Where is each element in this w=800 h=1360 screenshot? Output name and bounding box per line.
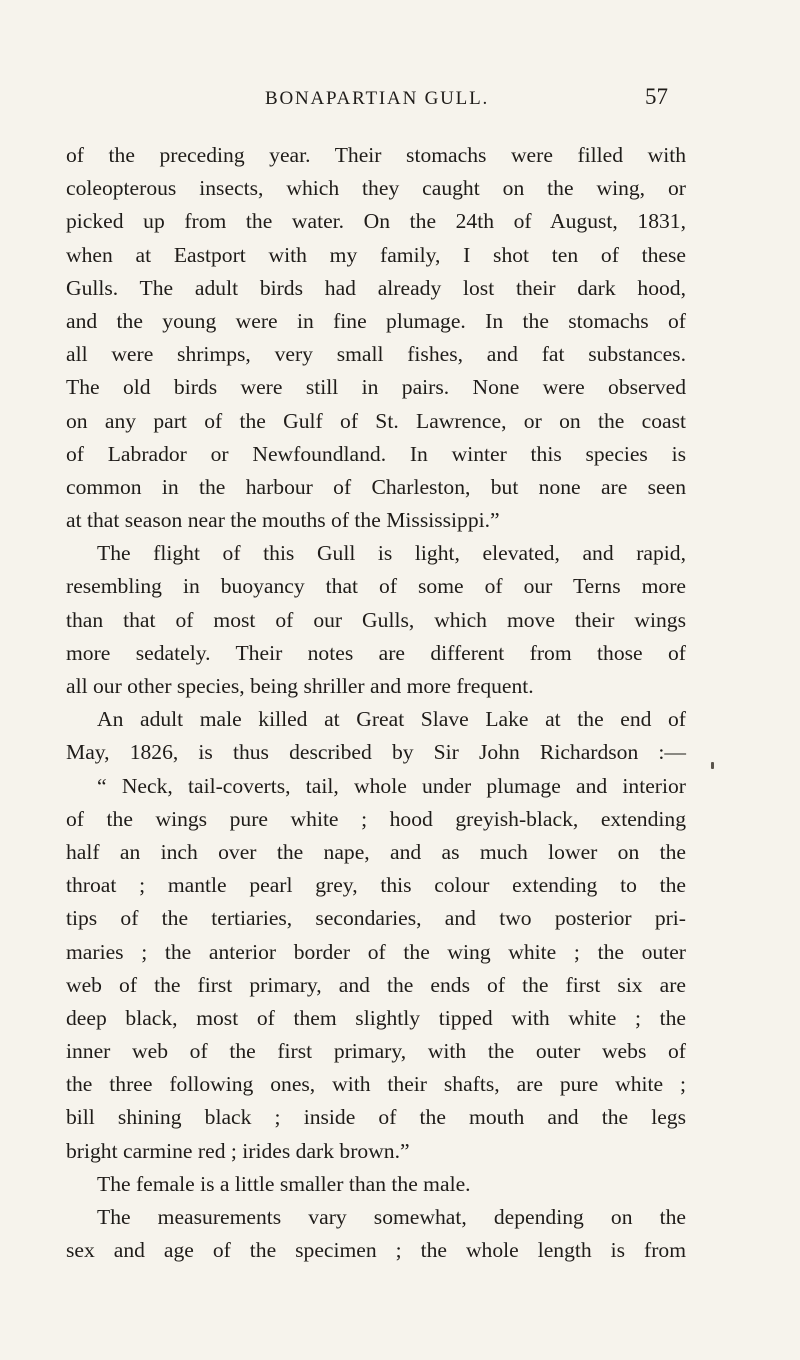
- text-line: Gulls. The adult birds had already lost their dark hood,: [66, 275, 686, 300]
- text-line: and the young were in fine plumage. In the stomachs of: [66, 308, 686, 333]
- text-line: than that of most of our Gulls, which move their wings: [66, 607, 686, 632]
- paragraph-start-line: The measurements vary somewhat, depending on the: [97, 1205, 686, 1229]
- text-line: all were shrimps, very small fishes, and fat substances.: [66, 342, 686, 367]
- text-line: when at Eastport with my family, I shot ten of these: [66, 242, 686, 267]
- text-line: maries ; the anterior border of the wing white ; the outer: [66, 939, 686, 964]
- text-line: half an inch over the nape, and as much lower on the: [66, 839, 686, 864]
- single-line-paragraph: The female is a little smaller than the male.: [97, 1171, 471, 1196]
- text-line: on any part of the Gulf of St. Lawrence, or on the coast: [66, 408, 686, 433]
- margin-speck: [711, 762, 714, 769]
- text-line: more sedately. Their notes are different from those of: [66, 640, 686, 665]
- running-head: [0, 84, 800, 118]
- text-line: resembling in buoyancy that of some of our Terns more: [66, 574, 686, 599]
- text-line: tips of the tertiaries, secondaries, and two posterior pri-: [66, 906, 686, 931]
- text-line: the three following ones, with their shafts, are pure white ;: [66, 1072, 686, 1097]
- page-number: 57: [645, 84, 668, 109]
- paragraph-start-line: An adult male killed at Great Slave Lake at the end of: [97, 707, 686, 732]
- quote-start-line: “ Neck, tail-coverts, tail, whole under plumage and interior: [97, 773, 686, 798]
- text-line: of Labrador or Newfoundland. In winter this species is: [66, 441, 686, 466]
- text-line: deep black, most of them slightly tipped with white ; the: [66, 1005, 686, 1030]
- paragraph-start-line: The flight of this Gull is light, elevated, and rapid,: [97, 541, 686, 566]
- text-line: sex and age of the specimen ; the whole length is from: [66, 1238, 686, 1263]
- text-line: coleopterous insects, which they caught on the wing, or: [66, 176, 686, 201]
- text-line: of the preceding year. Their stomachs were filled with: [66, 143, 686, 167]
- paragraph-end-line: at that season near the mouths of the Mississippi.”: [66, 508, 500, 533]
- text-line: throat ; mantle pearl grey, this colour extending to the: [66, 873, 686, 898]
- paragraph-end-line: all our other species, being shriller and more frequent.: [66, 674, 534, 698]
- text-line: common in the harbour of Charleston, but none are seen: [66, 474, 686, 499]
- text-line: May, 1826, is thus described by Sir John Richardson :—: [66, 740, 686, 765]
- text-line: of the wings pure white ; hood greyish-black, extending: [66, 806, 686, 831]
- text-line: The old birds were still in pairs. None were observed: [66, 375, 686, 400]
- text-line: bill shining black ; inside of the mouth and the legs: [66, 1105, 686, 1130]
- text-line: web of the first primary, and the ends of the first six are: [66, 972, 686, 997]
- running-title: BONAPARTIAN GULL.: [265, 88, 490, 109]
- paragraph-end-line: bright carmine red ; irides dark brown.”: [66, 1138, 410, 1163]
- text-line: inner web of the first primary, with the outer webs of: [66, 1039, 686, 1064]
- text-line: picked up from the water. On the 24th of August, 1831,: [66, 209, 686, 234]
- body-text: [66, 139, 686, 1267]
